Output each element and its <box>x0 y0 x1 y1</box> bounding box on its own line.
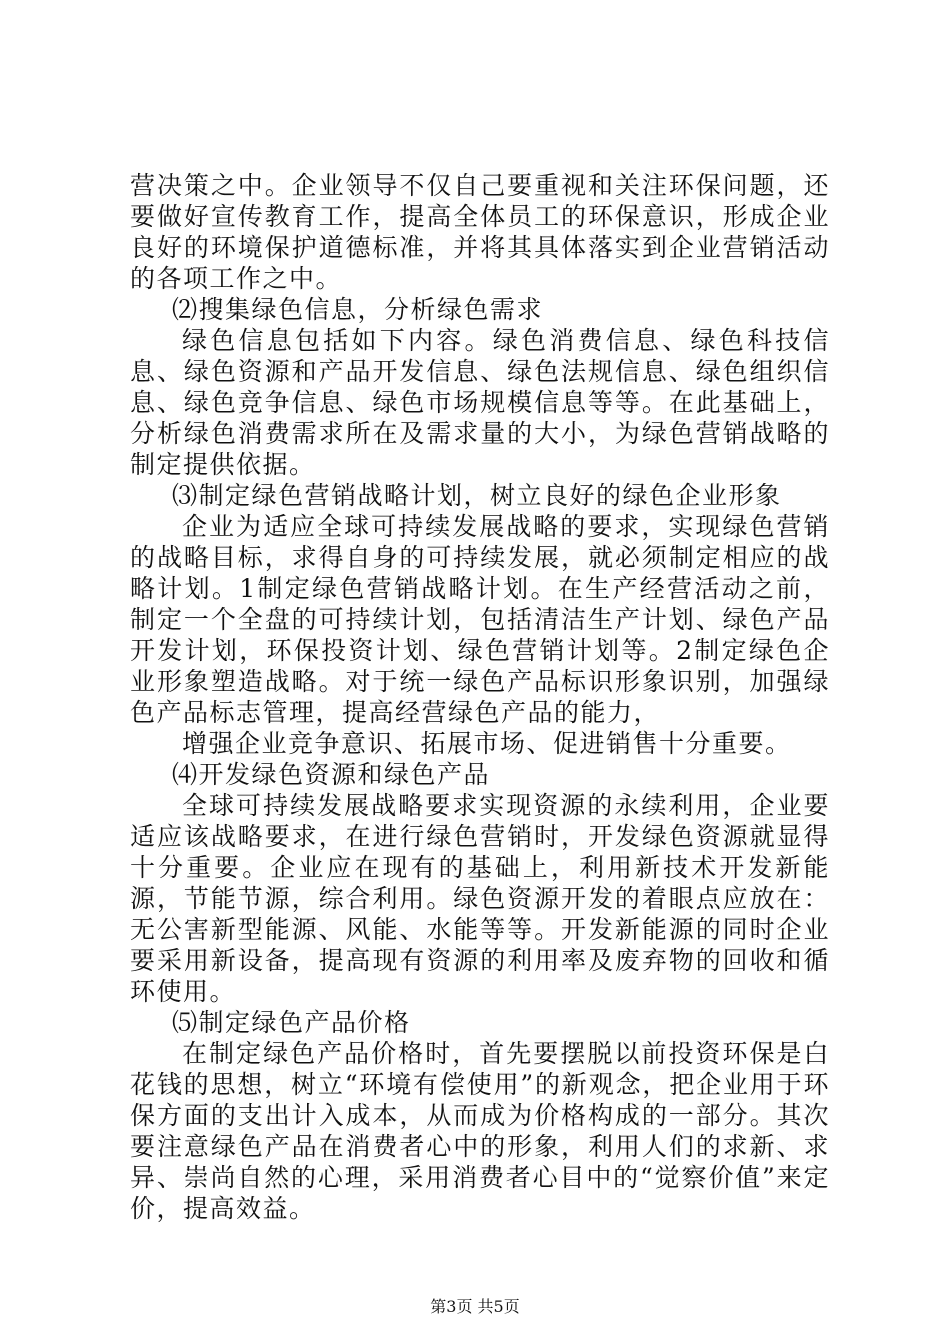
section-heading-4: ⑷开发绿色资源和绿色产品 <box>172 760 491 789</box>
section-heading-5: ⑸制定绿色产品价格 <box>172 1008 411 1037</box>
paragraph-continuation: 营决策之中。企业领导不仅自己要重视和关注环保问题，还要做好宣传教育工作，提高全体员工的环保意识，形成企业良好的环境保护道德标准，并将其具体落实到企业营销活动的各项工作之中。 <box>130 171 830 293</box>
document-body <box>130 170 830 1224</box>
page-number-footer: 第3页 共5页 <box>430 1297 520 1316</box>
paragraph-green-info: 绿色信息包括如下内容。绿色消费信息、绿色科技信息、绿色资源和产品开发信息、绿色法规信息、绿色组织信息、绿色竞争信息、绿色市场规模信息等等。在此基础上，分析绿色消费需求所在及需求量的大小，为绿色营销战略的制定提供依据。 <box>130 326 830 479</box>
paragraph-strategy-plan: 企业为适应全球可持续发展战略的要求，实现绿色营销的战略目标，求得自身的可持续发展，就必须制定相应的战略计划。1制定绿色营销战略计划。在生产经营活动之前，制定一个全盘的可持续计划，包括清洁生产计划、绿色产品开发计划，环保投资计划、绿色营销计划等。2制定绿色企业形象塑造战略。对于统一绿色产品标识形象识别，加强绿色产品标志管理，提高经营绿色产品的能力， <box>130 512 830 727</box>
section-heading-3: ⑶制定绿色营销战略计划，树立良好的绿色企业形象 <box>172 481 782 510</box>
paragraph-green-pricing: 在制定绿色产品价格时，首先要摆脱以前投资环保是白花钱的思想，树立“环境有偿使用”的新观念，把企业用于环保方面的支出计入成本，从而成为价格构成的一部分。其次要注意绿色产品在消费者心中的形象，利用人们的求新、求异、崇尚自然的心理，采用消费者心目中的“觉察价值”来定价，提高效益。 <box>130 1039 830 1223</box>
paragraph-green-resources: 全球可持续发展战略要求实现资源的永续利用，企业要适应该战略要求，在进行绿色营销时，开发绿色资源就显得十分重要。企业应在现有的基础上，利用新技术开发新能源，节能节源，综合利用。绿色资源开发的着眼点应放在：无公害新型能源、风能、水能等等。开发新能源的同时企业要采用新设备，提高现有资源的利用率及废弃物的回收和循环使用。 <box>130 791 830 1006</box>
section-heading-2: ⑵搜集绿色信息，分析绿色需求 <box>172 295 544 324</box>
paragraph-competition: 增强企业竞争意识、拓展市场、促进销售十分重要。 <box>182 729 792 758</box>
